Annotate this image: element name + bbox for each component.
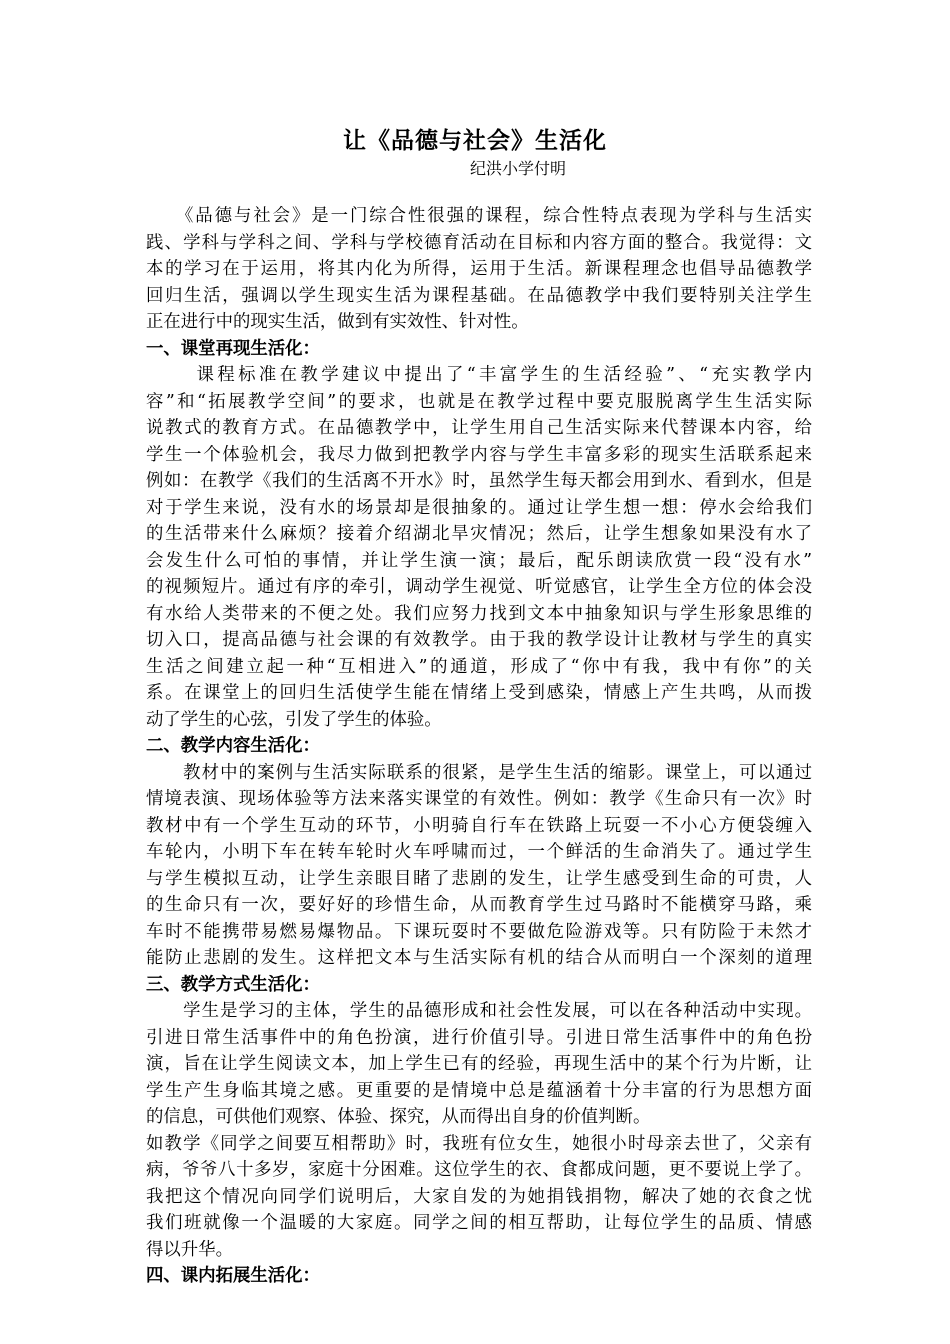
section-heading-1: 一、课堂再现生活化： (146, 338, 320, 359)
text-line: 对于学生来说，没有水的场景却是很抽象的。通过让学生想一想：停水会给我们 (146, 497, 812, 518)
text-line: 引进日常生活事件中的角色扮演，进行价值引导。引进日常生活事件中的角色扮 (146, 1027, 812, 1048)
section-heading-4: 四、课内拓展生活化： (146, 1266, 320, 1286)
text-line: 切入口，提高品德与社会课的有效教学。由于我的教学设计让教材与学生的真实 (146, 630, 812, 650)
text-line: 学生一个体验机会，我尽力做到把教学内容与学生丰富多彩的现实生活联系起来 (146, 444, 812, 465)
text-line: 如教学《同学之间要互相帮助》时，我班有位女生，她很小时母亲去世了，父亲有 (146, 1133, 812, 1154)
document-body (146, 203, 812, 1290)
section-3-paragraph (146, 998, 812, 1263)
text-line: 车轮内，小明下车在转车轮时火车呼啸而过，一个鲜活的生命消失了。通过学生 (146, 842, 812, 862)
text-line: 的生活带来什么麻烦？接着介绍湖北旱灾情况；然后，让学生想象如果没有水了 (146, 524, 812, 544)
intro-paragraph (146, 203, 812, 336)
text-line: 学生是学习的主体，学生的品德形成和社会性发展，可以在各种活动中实现。 (146, 1001, 812, 1021)
text-line: 课程标准在教学建议中提出了“丰富学生的生活经验”、“充实教学内 (146, 365, 812, 385)
text-line: 例如：在教学《我们的生活离不开水》时，虽然学生每天都会用到水、看到水，但是 (146, 471, 812, 491)
text-line: 能防止悲剧的发生。这样把文本与生活实际有机的结合从而明白一个深刻的道理 (146, 948, 812, 968)
document-title: 让《品德与社会》生活化 (343, 128, 607, 154)
section-2-paragraph (146, 760, 812, 972)
section-heading-2: 二、教学内容生活化： (146, 736, 320, 756)
text-line: 有水给人类带来的不便之处。我们应努力找到文本中抽象知识与学生形象思维的 (146, 603, 812, 624)
text-line: 的视频短片。通过有序的牵引，调动学生视觉、听觉感官，让学生全方位的体会没 (146, 577, 812, 597)
text-line: 正在进行中的现实生活，做到有实效性、针对性。 (146, 312, 529, 332)
text-line: 学生产生身临其境之感。更重要的是情境中总是蕴涵着十分丰富的行为思想方面 (146, 1080, 812, 1101)
text-line: 情境表演、现场体验等方法来落实课堂的有效性。例如：教学《生命只有一次》时 (146, 789, 812, 809)
author-line: 纪洪小学付明 (470, 159, 567, 178)
text-line: 我们班就像一个温暖的大家庭。同学之间的相互帮助，让每位学生的品质、情感 (146, 1213, 812, 1233)
text-line: 系。在课堂上的回归生活使学生能在情绪上受到感染，情感上产生共鸣，从而拨 (146, 683, 812, 703)
section-heading-3: 三、教学方式生活化： (146, 974, 320, 995)
text-line: 容”和“拓展教学空间”的要求，也就是在教学过程中要克服脱离学生生活实际 (146, 391, 812, 412)
section-1-paragraph (146, 362, 812, 733)
text-line: 生活之间建立起一种“互相进入”的通道，形成了“你中有我，我中有你”的关 (146, 656, 812, 677)
text-line: 病，爷爷八十多岁，家庭十分困难。这位学生的衣、食都成问题，更不要说上学了。 (146, 1160, 812, 1180)
text-line: 会发生什么可怕的事情，并让学生演一演；最后，配乐朗读欣赏一段“没有水” (146, 550, 812, 571)
text-line: 本的学习在于运用，将其内化为所得，运用于生活。新课程理念也倡导品德教学 (146, 259, 812, 279)
text-line: 动了学生的心弦，引发了学生的体验。 (146, 709, 442, 730)
text-line: 《品德与社会》是一门综合性很强的课程，综合性特点表现为学科与生活实 (146, 206, 812, 226)
text-line: 车时不能携带易燃易爆物品。下课玩耍时不要做危险游戏等。只有防险于未然才 (146, 921, 812, 942)
text-line: 演，旨在让学生阅读文本，加上学生已有的经验，再现生活中的某个行为片断，让 (146, 1054, 812, 1074)
text-line: 我把这个情况向同学们说明后，大家自发的为她捐钱捐物，解决了她的衣食之忧 (146, 1186, 812, 1207)
text-line: 与学生模拟互动，让学生亲眼目睹了悲剧的发生，让学生感受到生命的可贵，人 (146, 868, 812, 889)
text-line: 教材中有一个学生互动的环节，小明骑自行车在铁路上玩耍一不小心方便袋缠入 (146, 815, 812, 836)
text-line: 回归生活，强调以学生现实生活为课程基础。在品德教学中我们要特别关注学生 (146, 285, 812, 306)
text-line: 践、学科与学科之间、学科与学校德育活动在目标和内容方面的整合。我觉得：文 (146, 232, 812, 253)
text-line: 得以升华。 (146, 1239, 233, 1260)
text-line: 的信息，可供他们观察、体验、探究，从而得出自身的价值判断。 (146, 1107, 651, 1127)
text-line: 的生命只有一次，要好好的珍惜生命，从而教育学生过马路时不能横穿马路，乘 (146, 895, 812, 915)
text-line: 说教式的教育方式。在品德教学中，让学生用自己生活实际来代替课本内容，给 (146, 418, 812, 438)
text-line: 教材中的案例与生活实际联系的很紧，是学生生活的缩影。课堂上，可以通过 (146, 762, 812, 783)
